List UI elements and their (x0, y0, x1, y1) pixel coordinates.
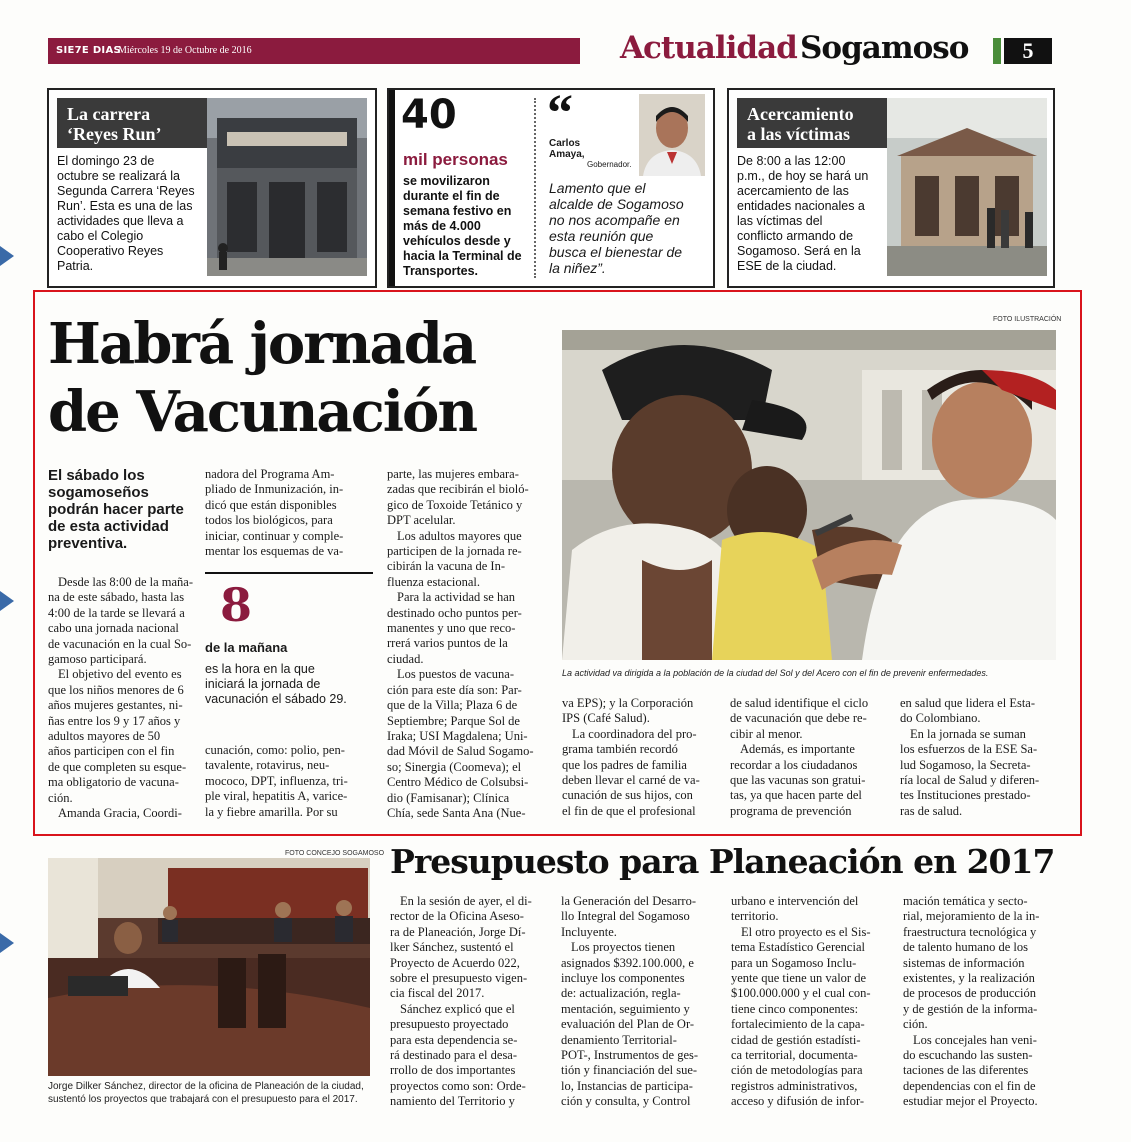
speaker-role: Gobernador. (587, 160, 632, 169)
text-line: Incluyente. (561, 924, 617, 939)
text-line: octubre se realizará la (57, 169, 180, 183)
text-line: destinado ocho puntos per- (387, 605, 522, 620)
brief-kicker-line: Acercamiento (747, 104, 854, 124)
text-line: mentación, seguimiento y (561, 1001, 690, 1016)
photo-credit: FOTO ILUSTRACIÓN (993, 316, 1062, 323)
text-line: Run’. Esta es una de las (57, 199, 193, 213)
text-line: existentes, y la realización (903, 971, 1035, 986)
text-line: Los puestos de vacuna- (397, 667, 514, 682)
text-line: estudiar mejor el Proyecto. (903, 1094, 1038, 1109)
text-line: ra de Planeación, Jorge Dí- (390, 924, 526, 939)
text-line: dependencias con el fin de (903, 1078, 1036, 1093)
text-line: Los concejales han veni- (913, 1032, 1037, 1047)
text-line: Segunda Carrera ‘Reyes (57, 184, 195, 198)
text-line: gamoso participará. (48, 652, 147, 667)
text-line: asignados $392.100.000, e (561, 955, 694, 970)
text-line: zadas que recibirán el bioló- (387, 482, 529, 497)
text-line: ción. (903, 1017, 928, 1032)
text-line: cabo una jornada nacional (48, 621, 179, 636)
main-headline (48, 310, 548, 446)
caption-line: Jorge Dilker Sánchez, director de la oficina de Planeación de la ciudad, (48, 1081, 364, 1092)
text-line: que las vacunas son gratui- (730, 773, 866, 788)
stat-text (403, 174, 533, 279)
text-line: tión y financiación del sue- (561, 1063, 698, 1078)
text-line: las víctimas del (737, 214, 823, 228)
text-line: ría local de Salud y diferen- (900, 773, 1040, 788)
text-line: de vacunación en la cual So- (48, 636, 192, 651)
text-line: fraestructura tecnológica y (903, 924, 1037, 939)
text-line: cunación, como: polio, pen- (205, 743, 345, 757)
text-line: acceso y difusión de infor- (731, 1094, 865, 1109)
text-line: lker Sánchez, sustentó el (390, 940, 514, 955)
article2-column-3 (731, 894, 891, 1110)
deck-line: sogamoseños (48, 484, 149, 501)
text-line: que los padres de familia (562, 757, 687, 772)
dotted-divider (534, 98, 536, 278)
text-line: rá destinado para el desa- (390, 1048, 518, 1063)
school-building-photo (207, 98, 367, 276)
issue-date: Miércoles 19 de Octubre de 2016 (118, 45, 252, 56)
text-line: nadora del Programa Am- (205, 467, 335, 481)
text-line: do escuchando las susten- (903, 1048, 1033, 1063)
text-line: rrollo de dos importantes (390, 1063, 516, 1078)
text-line: dicó que están disponibles (205, 497, 337, 512)
text-line: Amanda Gracia, Coordi- (58, 806, 182, 821)
text-line: los esfuerzos de la ESE Sa- (900, 742, 1038, 757)
text-line: dio (Famisanar); Clínica (387, 790, 510, 805)
text-line: busca el bienestar de (549, 244, 683, 260)
text-line: denamiento Territorial- (561, 1032, 677, 1047)
quote-mark-icon: “ (547, 85, 573, 142)
brief-kicker (737, 98, 892, 148)
text-line: Lamento que el (549, 180, 646, 196)
text-line: entidades nacionales a (737, 199, 865, 213)
margin-arrow-icon (0, 933, 14, 953)
text-line: tema Estadístico Gerencial (731, 940, 865, 955)
text-line: para esta dependencia se- (390, 1032, 518, 1047)
brief-reyes-run (47, 88, 377, 288)
article-column-2-bottom (205, 743, 373, 820)
text-line: va EPS); y la Corporación (562, 696, 694, 710)
text-line: Chía, sede Santa Ana (Nue- (387, 805, 526, 820)
article-column-6 (900, 696, 1058, 819)
speaker-line: Carlos (549, 138, 581, 149)
margin-arrow-icon (0, 246, 14, 266)
text-line: de salud identifique el ciclo (730, 696, 869, 710)
vaccination-photo (562, 330, 1056, 660)
headline-line: Habrá jornada (48, 311, 476, 377)
brief-kicker-line: a las víctimas (747, 124, 850, 144)
text-line: cunación de sus hijos, con (562, 788, 693, 803)
text-line: POT-, Instrumentos de ges- (561, 1048, 699, 1063)
text-line: El otro proyecto es el Sis- (741, 924, 871, 939)
text-line: Los proyectos tienen (571, 940, 676, 955)
text-line: iniciar, continuar y comple- (205, 528, 344, 543)
text-line: todos los biológicos, para (205, 513, 333, 528)
article-column-1 (48, 575, 200, 822)
section-city: Sogamoso (800, 30, 969, 66)
article-column-3 (387, 467, 551, 821)
text-line: durante el fin de (403, 189, 500, 203)
text-line: ción. (48, 790, 73, 805)
section-title: Actualidad (620, 30, 797, 66)
text-line: ción de metodologías para (731, 1063, 863, 1078)
text-line: actividades que lleva a (57, 214, 184, 228)
fact-label: de la mañana (205, 640, 288, 655)
text-line: En la jornada se suman (910, 726, 1026, 741)
text-line: grama también recordó (562, 742, 678, 757)
margin-arrow-icon (0, 591, 14, 611)
text-line: mentar los esquemas de va- (205, 544, 344, 559)
fact-box-rule (205, 572, 373, 574)
brief-stat-and-quote (387, 85, 715, 288)
text-line: cabo el Colegio (57, 229, 144, 243)
text-line: 4:00 de la tarde se llevará a (48, 605, 185, 620)
text-line: manentes y uno que reco- (387, 621, 516, 636)
text-line: Sogamoso. Será en la (737, 244, 861, 258)
deck-line: El sábado los (48, 467, 145, 484)
brief-side-bar (389, 90, 395, 286)
text-line: adultos mayores de 50 (48, 729, 161, 744)
text-line: conflicto armando de (737, 229, 854, 243)
brief-kicker (57, 98, 212, 148)
text-line: ción y consulta, y Control (561, 1094, 691, 1109)
text-line: años mujeres gestantes, ni- (48, 698, 183, 713)
text-line: deben llevar el carné de va- (562, 773, 700, 788)
publication-name: SIE7E DIAS (56, 45, 121, 56)
text-line: de procesos de producción (903, 986, 1036, 1001)
text-line: ciudad. (387, 651, 424, 666)
article-column-4 (562, 696, 720, 819)
text-line: Sánchez explicó que el (400, 1001, 515, 1016)
brief-text (737, 154, 887, 274)
deck-line: podrán hacer parte (48, 501, 184, 518)
text-line: y de gestión de la informa- (903, 1001, 1038, 1016)
text-line: que de la Villa; Plaza 6 de (387, 698, 518, 713)
text-line: sobre el presupuesto vigen- (390, 971, 528, 986)
text-line: registros administrativos, (731, 1078, 858, 1093)
text-line: cibir al menor. (730, 726, 803, 741)
text-line: presupuesto proyectado (390, 1017, 509, 1032)
page-number: 5 (1004, 38, 1052, 64)
text-line: Patria. (57, 259, 94, 273)
text-line: más de 4.000 (403, 219, 481, 233)
text-line: El objetivo del evento es (58, 667, 182, 682)
text-line: lo, Instancias de participa- (561, 1078, 693, 1093)
council-session-photo (48, 858, 370, 1076)
caption-line: sustentó los proyectos que trabajará con el presupuesto para el 2017. (48, 1094, 358, 1105)
governor-portrait (639, 94, 705, 176)
text-line: Desde las 8:00 de la maña- (58, 575, 194, 589)
text-line: se movilizaron (403, 174, 490, 188)
text-line: no nos acompañe en (549, 212, 680, 228)
text-line: evaluación del Plan de Or- (561, 1017, 695, 1032)
brief-victimas (727, 88, 1055, 288)
text-line: para un Sogamoso Inclu- (731, 955, 857, 970)
text-line: incluye los componentes (561, 971, 685, 986)
text-line: tavalente, rotavirus, neu- (205, 758, 330, 773)
photo-credit: FOTO CONCEJO SOGAMOSO (285, 850, 385, 857)
text-line: na de este sábado, hasta las (48, 590, 185, 605)
text-line: recordar a los ciudadanos (730, 757, 858, 772)
text-line: Centro Médico de Colsubsi- (387, 775, 529, 790)
text-line: taciones de las diferentes (903, 1063, 1029, 1078)
text-line: La coordinadora del pro- (572, 726, 697, 741)
stat-unit: mil personas (403, 150, 508, 169)
photo-caption: La actividad va dirigida a la población de la ciudad del Sol y del Acero con el fin de prevenir enfermedades. (562, 668, 989, 678)
text-line: de: actualización, regla- (561, 986, 681, 1001)
deck-line: de esta actividad (48, 518, 169, 535)
text-line: fortalecimiento de la capa- (731, 1017, 865, 1032)
text-line: De 8:00 a las 12:00 (737, 154, 846, 168)
text-line: IPS (Café Salud). (562, 711, 650, 726)
text-line: tes Instituciones prestado- (900, 788, 1031, 803)
photo-caption (48, 1080, 373, 1106)
text-line: proyectos como son: Orde- (390, 1078, 526, 1093)
text-line: de que completen su esque- (48, 759, 187, 774)
text-line: dad Móvil de Salud Sogamo- (387, 744, 534, 759)
text-line: vehículos desde y (403, 234, 511, 248)
text-line: territorio. (731, 909, 779, 924)
headline-line: de Vacunación (48, 379, 477, 445)
article-deck (48, 467, 198, 552)
text-line: que los niños menores de 6 (48, 682, 184, 697)
text-line: el fin de que el profesional (562, 803, 696, 818)
text-line: Iraka; USI Magdalena; Uni- (387, 728, 528, 743)
text-line: rector de la Oficina Aseso- (390, 909, 524, 924)
text-line: DPT acelular. (387, 513, 456, 528)
brief-kicker-line: ‘Reyes Run’ (67, 124, 162, 144)
article2-column-4 (903, 894, 1059, 1110)
text-line: participen de la jornada re- (387, 544, 522, 559)
text-line: ca territorial, documenta- (731, 1048, 858, 1063)
second-headline: Presupuesto para Planeación en 2017 (390, 842, 1055, 881)
text-line: vacunación el sábado 29. (205, 692, 347, 706)
text-line: iniciará la jornada de (205, 677, 321, 691)
brief-kicker-line: La carrera (67, 104, 151, 124)
fact-big-number: 8 (220, 578, 253, 632)
stat-number: 40 (401, 92, 457, 138)
text-line: fluenza estacional. (387, 574, 481, 589)
text-line: Transportes. (403, 264, 479, 278)
text-line: En la sesión de ayer, el di- (400, 894, 532, 908)
text-line: la niñez”. (549, 260, 606, 276)
text-line: rrerá varios puntos de la (387, 636, 508, 651)
text-line: Los adultos mayores que (397, 528, 522, 543)
deck-line: preventiva. (48, 535, 128, 552)
text-line: Proyecto de Acuerdo 022, (390, 955, 520, 970)
text-line: $100.000.000 y el cual con- (731, 986, 871, 1001)
text-line: años participen con el fin (48, 744, 175, 759)
quote-speaker (549, 138, 585, 160)
text-line: hacia la Terminal de (403, 249, 522, 263)
text-line: tiene cinco componentes: (731, 1001, 859, 1016)
text-line: programa de prevención (730, 803, 852, 818)
text-line: cibirán la vacuna de In- (387, 559, 505, 574)
health-building-photo (887, 98, 1047, 276)
text-line: mación temática y secto- (903, 894, 1028, 908)
text-line: es la hora en la que (205, 662, 315, 676)
text-line: do Colombiano. (900, 711, 981, 726)
text-line: lud Sogamoso, la Secreta- (900, 757, 1031, 772)
text-line: de vacunación que debe re- (730, 711, 867, 726)
text-line: Cooperativo Reyes (57, 244, 164, 258)
text-line: Septiembre; Parque Sol de (387, 713, 520, 728)
text-line: sistemas de información (903, 955, 1025, 970)
text-line: acercamiento de las (737, 184, 849, 198)
text-line: ñas entre los 9 y 17 años y (48, 713, 181, 728)
text-line: gico de Toxoide Tetánico y (387, 497, 523, 512)
text-line: El domingo 23 de (57, 154, 155, 168)
text-line: alcalde de Sogamoso (549, 196, 684, 212)
text-line: ras de salud. (900, 803, 963, 818)
text-line: ple viral, hepatitis A, varice- (205, 789, 348, 804)
text-line: ma obligatorio de vacuna- (48, 775, 179, 790)
brief-text (57, 154, 207, 274)
quote-text (549, 180, 709, 276)
text-line: cidad de gestión estadísti- (731, 1032, 861, 1047)
header-accent-mark (993, 38, 1001, 64)
text-line: mococo, DPT, influenza, tri- (205, 773, 348, 788)
article-column-2-top (205, 467, 373, 559)
text-line: semana festivo en (403, 204, 512, 218)
text-line: pliado de Inmunización, in- (205, 482, 344, 497)
text-line: cia fiscal del 2017. (390, 986, 485, 1001)
text-line: en salud que lidera el Esta- (900, 696, 1036, 710)
text-line: rial, mejoramiento de la in- (903, 909, 1040, 924)
text-line: ción para este día son: Par- (387, 682, 522, 697)
text-line: la Generación del Desarro- (561, 894, 696, 908)
fact-text (205, 662, 370, 707)
speaker-line: Amaya, (549, 149, 585, 160)
article2-column-2 (561, 894, 719, 1110)
text-line: llo Integral del Sogamoso (561, 909, 690, 924)
text-line: Para la actividad se han (397, 590, 516, 605)
article-column-5 (730, 696, 888, 819)
text-line: ESE de la ciudad. (737, 259, 837, 273)
text-line: so; Sinergia (Coomeva); el (387, 759, 522, 774)
text-line: esta reunión que (549, 228, 654, 244)
text-line: urbano e intervención del (731, 894, 859, 908)
text-line: yente que tiene un valor de (731, 971, 867, 986)
text-line: parte, las mujeres embara- (387, 467, 519, 481)
text-line: la y fiebre amarilla. Por su (205, 804, 338, 819)
text-line: p.m., de hoy se hará un (737, 169, 869, 183)
article2-column-1 (390, 894, 552, 1110)
text-line: tas, ya que hacen parte del (730, 788, 862, 803)
text-line: de talento humano de los (903, 940, 1028, 955)
text-line: namiento del Territorio y (390, 1094, 515, 1109)
text-line: Además, es importante (740, 742, 855, 757)
